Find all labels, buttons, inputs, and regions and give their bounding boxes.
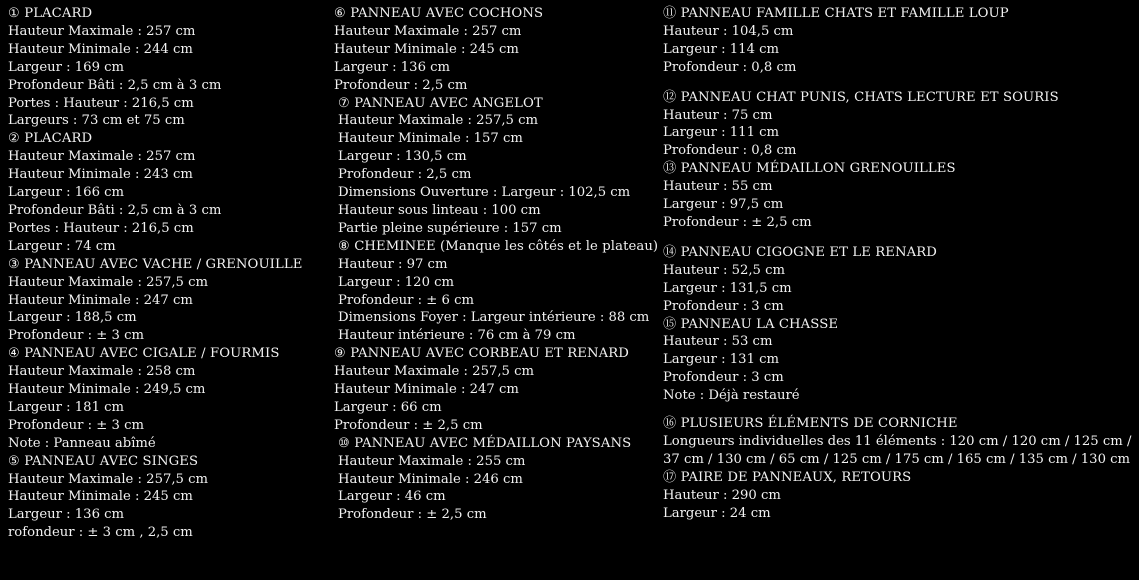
item-detail-line: 37 cm / 130 cm / 65 cm / 125 cm / 175 cm / 165 cm / 135 cm / 130 cm	[663, 451, 1131, 467]
item-detail-line: Note : Déjà restauré	[663, 388, 800, 404]
item-detail-line: Hauteur Minimale : 249,5 cm	[8, 382, 206, 398]
item-detail-line: Hauteur Minimale : 247 cm	[8, 292, 193, 308]
item-detail-line: rofondeur : ± 3 cm , 2,5 cm	[8, 525, 193, 541]
item-detail-line: Largeur : 46 cm	[338, 489, 446, 505]
column-middle	[334, 5, 659, 524]
item-detail-line: Profondeur : ± 2,5 cm	[663, 214, 812, 230]
item-detail-line: Hauteur intérieure : 76 cm à 79 cm	[338, 328, 576, 344]
item-detail-line: Hauteur Minimale : 247 cm	[334, 382, 519, 398]
item-title: ⑫ PANNEAU CHAT PUNIS, CHATS LECTURE ET SOURIS	[663, 89, 1059, 105]
item-detail-line: Hauteur Maximale : 255 cm	[338, 453, 526, 469]
item-detail-line: Hauteur : 75 cm	[663, 107, 773, 123]
item-detail-line: Hauteur : 97 cm	[338, 256, 448, 272]
specification-block	[334, 238, 659, 345]
item-detail-line: Hauteur : 52,5 cm	[663, 262, 786, 278]
item-detail-line: Largeur : 74 cm	[8, 238, 116, 254]
specification-block	[334, 95, 659, 238]
item-detail-line: Longueurs individuelles des 11 éléments : 120 cm / 120 cm / 125 cm /	[663, 433, 1132, 449]
specification-block	[334, 345, 659, 435]
specification-block	[663, 160, 1133, 232]
item-title: ④ PANNEAU AVEC CIGALE / FOURMIS	[8, 346, 280, 362]
item-detail-line: Profondeur : 3 cm	[663, 298, 784, 314]
specification-block	[8, 453, 328, 543]
item-detail-line: Portes : Hauteur : 216,5 cm	[8, 220, 194, 236]
item-detail-line: Profondeur : ± 3 cm	[8, 328, 145, 344]
item-detail-line: Largeur : 136 cm	[8, 507, 125, 523]
item-detail-line: Hauteur Minimale : 245 cm	[8, 489, 193, 505]
item-title: ⑬ PANNEAU MÉDAILLON GRENOUILLES	[663, 161, 956, 177]
item-detail-line: Hauteur Maximale : 257 cm	[334, 23, 522, 39]
item-detail-line: Largeur : 130,5 cm	[338, 149, 467, 165]
item-title: ⑰ PAIRE DE PANNEAUX, RETOURS	[663, 469, 912, 485]
item-detail-line: Hauteur : 104,5 cm	[663, 23, 794, 39]
item-detail-line: Hauteur : 55 cm	[663, 179, 773, 195]
item-detail-line: Hauteur Maximale : 257 cm	[8, 23, 196, 39]
item-detail-line: Hauteur Minimale : 246 cm	[338, 471, 523, 487]
specification-block	[8, 256, 328, 346]
item-detail-line: Hauteur Minimale : 243 cm	[8, 167, 193, 183]
item-detail-line: Largeur : 131 cm	[663, 352, 780, 368]
item-detail-line: Largeur : 114 cm	[663, 41, 780, 57]
item-detail-line: Dimensions Ouverture : Largeur : 102,5 cm	[338, 185, 631, 201]
item-title: ⑦ PANNEAU AVEC ANGELOT	[338, 95, 543, 111]
item-detail-line: Largeur : 66 cm	[334, 399, 442, 415]
item-title: ① PLACARD	[8, 6, 93, 21]
item-detail-line: Profondeur : 2,5 cm	[334, 77, 468, 93]
item-detail-line: Hauteur Minimale : 244 cm	[8, 41, 193, 57]
item-detail-line: Hauteur : 53 cm	[663, 334, 773, 350]
item-title: ⑪ PANNEAU FAMILLE CHATS ET FAMILLE LOUP	[663, 6, 1009, 21]
item-detail-line: Largeur : 120 cm	[338, 274, 455, 290]
item-detail-line: Hauteur Maximale : 257,5 cm	[338, 113, 539, 129]
item-detail-line: Hauteur Maximale : 257 cm	[8, 149, 196, 165]
specification-block	[8, 130, 328, 255]
specification-block	[663, 5, 1133, 77]
specification-block	[334, 435, 659, 525]
item-detail-line: Largeur : 136 cm	[334, 59, 451, 75]
item-detail-line: Hauteur Minimale : 157 cm	[338, 131, 523, 147]
item-detail-line: Partie pleine supérieure : 157 cm	[338, 220, 562, 236]
item-detail-line: Hauteur Maximale : 258 cm	[8, 364, 196, 380]
item-title: ⑤ PANNEAU AVEC SINGES	[8, 453, 199, 469]
column-right	[663, 5, 1133, 522]
item-detail-line: Hauteur Maximale : 257,5 cm	[334, 364, 535, 380]
item-detail-line: Profondeur : 0,8 cm	[663, 59, 797, 75]
specification-block	[663, 469, 1133, 523]
item-detail-line: Profondeur : 3 cm	[663, 370, 784, 386]
specification-block	[8, 5, 328, 130]
item-detail-line: Largeur : 188,5 cm	[8, 310, 137, 326]
item-detail-line: Profondeur : ± 2,5 cm	[338, 507, 487, 523]
specification-block	[663, 415, 1133, 469]
item-detail-line: Largeur : 111 cm	[663, 125, 780, 141]
item-title: ③ PANNEAU AVEC VACHE / GRENOUILLE	[8, 256, 303, 272]
item-title: ⑥ PANNEAU AVEC COCHONS	[334, 6, 544, 21]
item-title: ⑨ PANNEAU AVEC CORBEAU ET RENARD	[334, 346, 629, 362]
item-detail-line: Largeur : 181 cm	[8, 399, 125, 415]
item-detail-line: Largeur : 24 cm	[663, 505, 771, 521]
item-title: ⑧ CHEMINEE (Manque les côtés et le plateau)	[338, 238, 659, 254]
item-detail-line: Profondeur : 0,8 cm	[663, 143, 797, 159]
item-detail-line: Profondeur Bâti : 2,5 cm à 3 cm	[8, 202, 222, 218]
item-detail-line: Dimensions Foyer : Largeur intérieure : 88 cm	[338, 310, 650, 326]
item-title: ⑯ PLUSIEURS ÉLÉMENTS DE CORNICHE	[663, 416, 958, 432]
item-title: ⑩ PANNEAU AVEC MÉDAILLON PAYSANS	[338, 435, 632, 451]
item-detail-line: Largeur : 131,5 cm	[663, 280, 792, 296]
specification-block	[334, 5, 659, 95]
item-detail-line: Profondeur : ± 3 cm	[8, 417, 145, 433]
item-title: ⑮ PANNEAU LA CHASSE	[663, 316, 839, 332]
item-detail-line: Hauteur Minimale : 245 cm	[334, 41, 519, 57]
item-detail-line: Largeur : 97,5 cm	[663, 197, 784, 213]
item-detail-line: Largeur : 166 cm	[8, 185, 125, 201]
item-detail-line: Profondeur Bâti : 2,5 cm à 3 cm	[8, 77, 222, 93]
item-detail-line: Profondeur : ± 2,5 cm	[334, 417, 483, 433]
item-detail-line: Hauteur Maximale : 257,5 cm	[8, 471, 209, 487]
item-detail-line: Note : Panneau abîmé	[8, 435, 156, 451]
item-detail-line: Hauteur sous linteau : 100 cm	[338, 202, 541, 218]
specification-block	[8, 345, 328, 452]
specification-block	[663, 316, 1133, 406]
specification-block	[663, 244, 1133, 316]
item-detail-line: Largeur : 169 cm	[8, 59, 125, 75]
item-detail-line: Profondeur : 2,5 cm	[338, 167, 472, 183]
item-detail-line: Portes : Hauteur : 216,5 cm	[8, 95, 194, 111]
item-title: ② PLACARD	[8, 131, 93, 147]
item-detail-line: Hauteur : 290 cm	[663, 487, 781, 503]
item-detail-line: Hauteur Maximale : 257,5 cm	[8, 274, 209, 290]
item-title: ⑭ PANNEAU CIGOGNE ET LE RENARD	[663, 244, 937, 260]
item-detail-line: Largeurs : 73 cm et 75 cm	[8, 113, 185, 129]
item-detail-line: Profondeur : ± 6 cm	[338, 292, 475, 308]
column-left	[8, 5, 328, 542]
specification-block	[663, 89, 1133, 161]
